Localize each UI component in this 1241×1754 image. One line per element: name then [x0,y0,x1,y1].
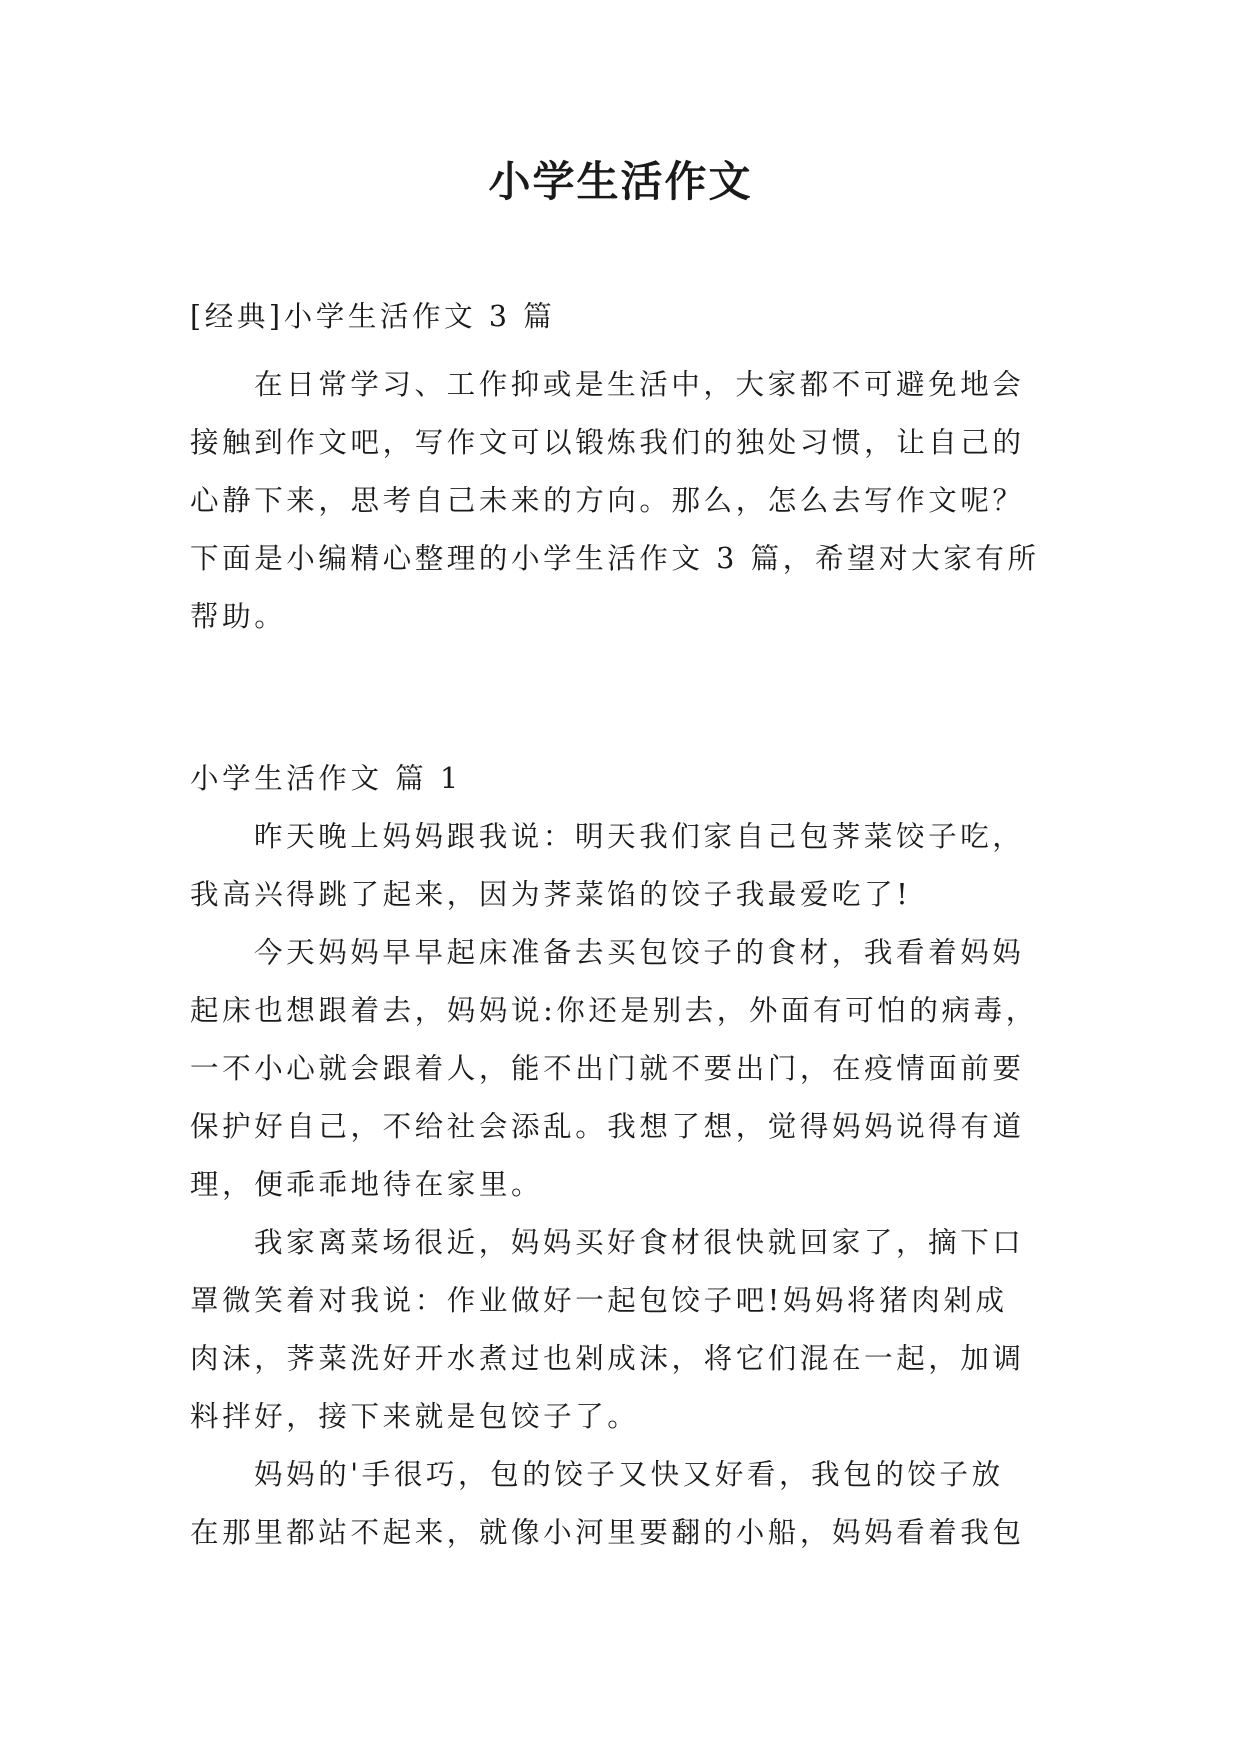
document-subtitle: [经典]小学生活作文 3 篇 [190,300,556,333]
body-line: 昨天晚上妈妈跟我说：明天我们家自己包荠菜饺子吃， [254,820,1025,853]
body-line: 我高兴得跳了起来，因为荠菜馅的饺子我最爱吃了! [190,878,912,911]
body-line: 起床也想跟着去，妈妈说:你还是别去，外面有可怕的病毒， [190,994,1038,1027]
body-line: 在那里都站不起来，就像小河里要翻的小船，妈妈看着我包 [190,1516,1025,1549]
body-line: 料拌好，接下来就是包饺子了。 [190,1400,640,1433]
intro-paragraph [190,356,1060,646]
essay-body [190,808,1060,1562]
body-line: 我家离菜场很近，妈妈买好食材很快就回家了，摘下口 [254,1226,1025,1259]
intro-line: 帮助。 [190,600,287,633]
section-heading: 小学生活作文 篇 1 [190,762,462,795]
body-line: 保护好自己，不给社会添乱。我想了想，觉得妈妈说得有道 [190,1110,1025,1143]
body-line: 一不小心就会跟着人，能不出门就不要出门，在疫情面前要 [190,1052,1025,1085]
document-title: 小学生活作文 [488,157,753,206]
body-line: 理，便乖乖地待在家里。 [190,1168,544,1201]
intro-line: 接触到作文吧，写作文可以锻炼我们的独处习惯，让自己的 [190,426,1025,459]
intro-line: 心静下来，思考自己未来的方向。那么，怎么去写作文呢？ [190,484,1025,517]
body-line: 罩微笑着对我说：作业做好一起包饺子吧!妈妈将猪肉剁成 [190,1284,1008,1317]
body-line: 今天妈妈早早起床准备去买包饺子的食材，我看着妈妈 [254,936,1025,969]
intro-line: 下面是小编精心整理的小学生活作文 3 篇，希望对大家有所 [190,542,1040,575]
body-line: 肉沫，荠菜洗好开水煮过也剁成沫，将它们混在一起，加调 [190,1342,1025,1375]
intro-line: 在日常学习、工作抑或是生活中，大家都不可避免地会 [254,368,1025,401]
body-line: 妈妈的'手很巧，包的饺子又快又好看，我包的饺子放 [254,1458,1004,1491]
